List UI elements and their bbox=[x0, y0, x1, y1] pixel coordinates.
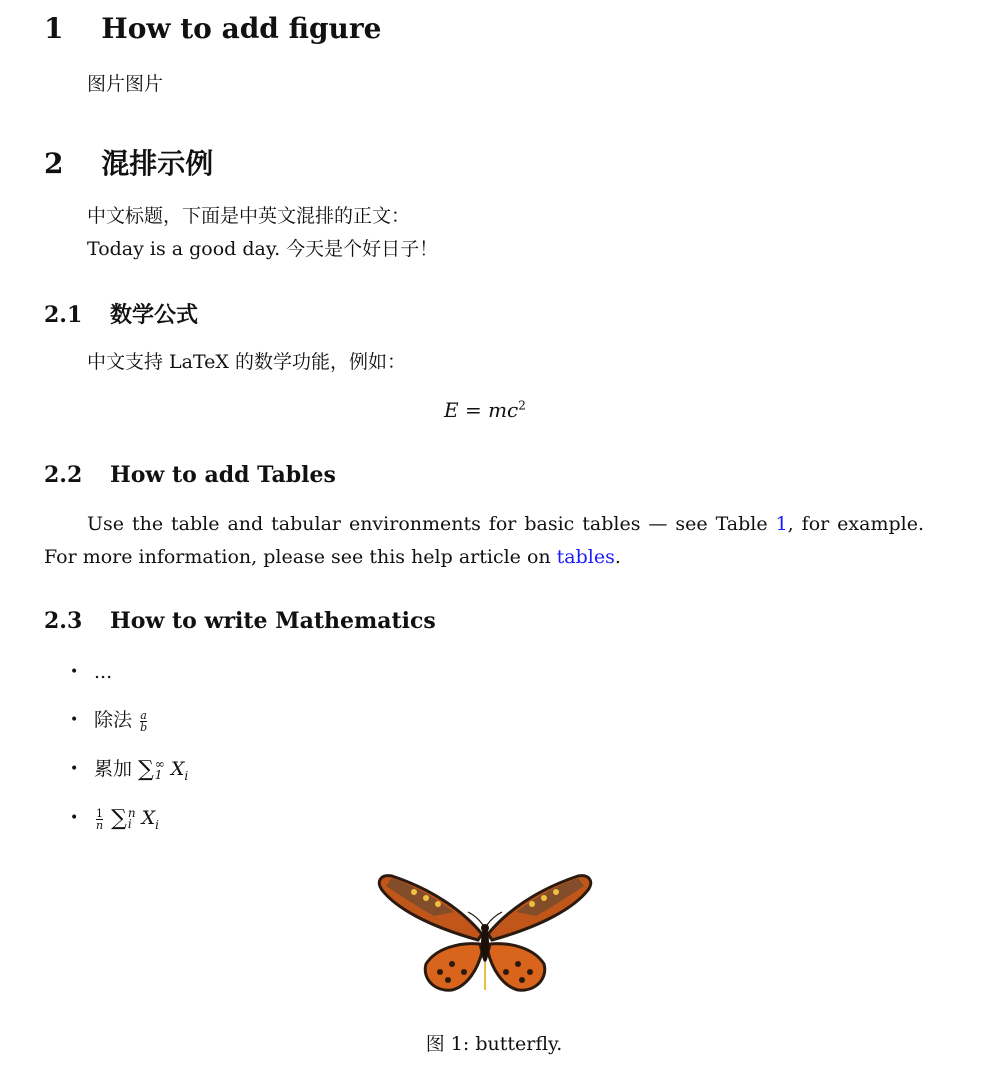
subsection-2-2-paragraph bbox=[44, 508, 924, 574]
butterfly-image bbox=[374, 868, 596, 996]
bullet-marker: • bbox=[70, 664, 79, 680]
subsection-2-1-text: 中文支持 LaTeX 的数学功能，例如： bbox=[87, 351, 406, 373]
section-number: 1 bbox=[44, 12, 64, 45]
para-text-b: , for example. For more information, please see this help article on bbox=[44, 513, 924, 568]
list-item-summation bbox=[94, 753, 188, 793]
section-2-heading bbox=[44, 142, 213, 182]
subsection-2-1-heading bbox=[44, 298, 198, 329]
section-number: 2.3 bbox=[44, 608, 83, 634]
tables-link[interactable]: tables bbox=[556, 546, 615, 568]
bullet-marker: • bbox=[70, 810, 79, 826]
frac-denominator: b bbox=[140, 720, 148, 734]
subsection-2-2-heading bbox=[44, 462, 336, 488]
figure-caption: 图 1: butterfly. bbox=[425, 1033, 563, 1055]
division-label: 除法 bbox=[94, 709, 133, 731]
section-title: 混排示例 bbox=[101, 147, 214, 180]
sum-expression bbox=[111, 808, 135, 830]
sigma-symbol: ∑ bbox=[111, 806, 127, 831]
section-1-heading bbox=[44, 12, 381, 45]
eq-equals: = bbox=[458, 398, 489, 422]
eq-exponent: 2 bbox=[518, 398, 526, 413]
section-title: How to write Mathematics bbox=[109, 608, 436, 634]
bullet-marker: • bbox=[70, 712, 79, 728]
sum-expression bbox=[138, 759, 165, 781]
section-title: How to add Tables bbox=[109, 462, 336, 488]
summation-label: 累加 bbox=[94, 758, 133, 780]
frac-denominator: n bbox=[96, 818, 104, 832]
list-item-mean bbox=[94, 802, 159, 842]
list-item-division bbox=[94, 704, 149, 737]
section-number: 2.2 bbox=[44, 462, 83, 488]
section-2-line2: Today is a good day. 今天是个好日子！ bbox=[87, 238, 439, 260]
sum-subscript: i bbox=[155, 817, 160, 832]
sum-lower-limit: 1 bbox=[154, 768, 163, 782]
sum-variable: X bbox=[170, 758, 185, 780]
sum-upper-limit: ∞ bbox=[154, 757, 165, 771]
section-2-line1: 中文标题，下面是中英文混排的正文： bbox=[87, 205, 411, 227]
para-text-c: . bbox=[614, 546, 621, 568]
section-title: 数学公式 bbox=[109, 302, 198, 328]
table-ref-link[interactable]: 1 bbox=[775, 513, 788, 535]
section-number: 2 bbox=[44, 147, 64, 180]
para-text-a: Use the table and tabular environments for basic tables — see Table bbox=[87, 513, 776, 535]
section-number: 2.1 bbox=[44, 302, 83, 328]
sum-lower-limit: i bbox=[127, 817, 132, 831]
eq-mc: mc bbox=[488, 398, 519, 422]
bullet-marker: • bbox=[70, 761, 79, 777]
sum-upper-limit: n bbox=[127, 806, 136, 820]
eq-E: E bbox=[444, 398, 459, 422]
section-title: How to add figure bbox=[101, 12, 382, 45]
sum-subscript: i bbox=[184, 768, 189, 783]
sigma-symbol: ∑ bbox=[138, 757, 154, 782]
section-1-text: 图片图片 bbox=[87, 73, 164, 95]
sum-variable: X bbox=[141, 807, 156, 829]
frac-numerator: 1 bbox=[96, 806, 104, 820]
list-item-ellipsis: ... bbox=[94, 661, 113, 683]
subsection-2-3-heading bbox=[44, 608, 436, 634]
fraction-1-over-n bbox=[96, 808, 103, 831]
frac-numerator: a bbox=[140, 708, 147, 722]
fraction-a-over-b bbox=[140, 710, 147, 733]
equation-emc2 bbox=[444, 398, 526, 422]
